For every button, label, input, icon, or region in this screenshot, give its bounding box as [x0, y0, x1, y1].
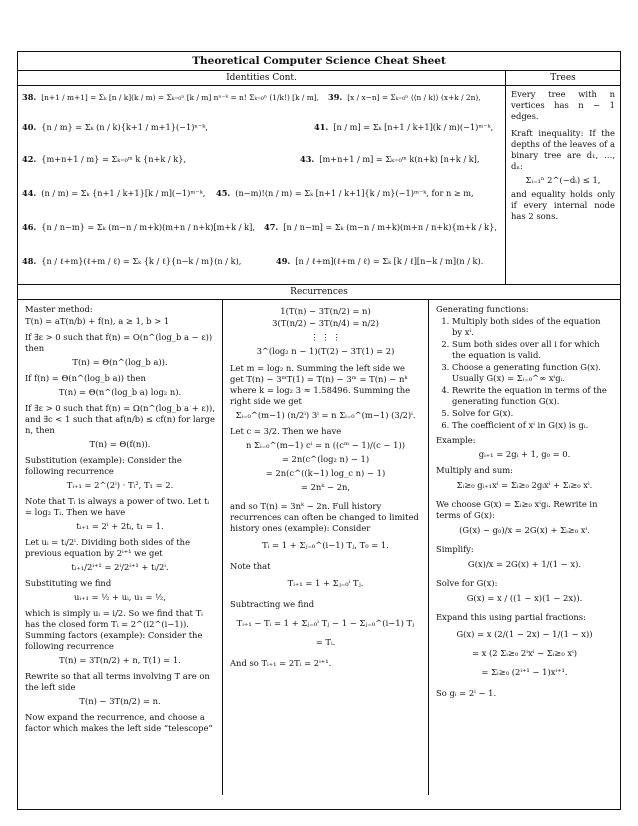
kraft-formula: Σᵢ₌₁ⁿ 2^(−dᵢ) ≤ 1, [525, 175, 601, 185]
identities-heading: Identities Cont. [18, 71, 505, 86]
difference-equation: Tᵢ₊₁ − Tᵢ = 1 + Σⱼ₌₀ⁱ Tⱼ − 1 − Σⱼ₌₀^(i−1) Tⱼ [236, 618, 415, 628]
master-case-3: If ∃ε > 0 such that f(n) = Ω(n^(log_b a + ε)), and ∃c < 1 such that af(n/b) ≤ cf(n) for large n, then [25, 403, 215, 435]
identity-number: 44. [22, 188, 37, 198]
recurrences-column-3 [429, 300, 620, 795]
subtracting-text: Subtracting we find [230, 599, 315, 609]
substituting-text: Substituting we find [25, 578, 112, 588]
identity-number: 48. [22, 256, 37, 266]
identity-formula: {n / ℓ+m}(ℓ+m / ℓ) = Σₖ {k / ℓ}{n−k / m}(n / k), [41, 256, 242, 266]
identity-40 [22, 122, 208, 132]
recurrences-section [18, 285, 620, 795]
example-recurrence: gᵢ₊₁ = 2gᵢ + 1, g₀ = 0. [478, 449, 571, 459]
step-item: 2. Sum both sides over all i for which the equation is valid. [452, 339, 613, 361]
solve-g-text: Solve for G(x): [436, 578, 498, 588]
step-item: 4. Rewrite the equation in terms of the generating function G(x). [452, 385, 613, 407]
let-c-text: Let c = 3/2. Then we have [230, 426, 342, 436]
solved-g-equation: G(x) = x / ((1 − x)(1 − 2x)). [466, 593, 583, 603]
geometric-sum-line-2: = 2n(c^(log₂ n) − 1) [281, 454, 370, 464]
identities-list [18, 86, 505, 284]
identity-number: 39. [328, 92, 343, 102]
identity-41 [314, 122, 493, 132]
identity-formula: {n / n−m} = Σₖ (m−n / m+k)(m+n / n+k)[m+k / k], [41, 222, 255, 232]
summing-left-text: Let m = log₂ n. Summing the left side we get T(n) − 3ᵐT(1) = T(n) − 3ᵐ = T(n) − nᵏ where k = log₂ 3 ≈ 1.58496. Summing the right side we get [230, 363, 411, 406]
expansion-line-2: 3(T(n/2) − 3T(n/4) = n/2) [272, 318, 379, 328]
rewritten-recurrence: T(n) − 3T(n/2) = n. [79, 696, 161, 706]
summing-factors-recurrence: T(n) = 3T(n/2) + n, T(1) = 1. [59, 655, 181, 665]
partial-fractions-line-1: G(x) = x (2/(1 − 2x) − 1/(1 − x)) [456, 629, 593, 639]
expansion-ellipsis: ⋮ ⋮ ⋮ [310, 332, 341, 342]
identity-49 [276, 256, 483, 266]
expand-text: Now expand the recurrence, and choose a factor which makes the left side “telescope” [25, 712, 213, 733]
generating-functions-label: Generating functions: [436, 304, 529, 314]
geometric-sum-line-1: n Σᵢ₌₀^(m−1) cⁱ = n ((cᵐ − 1)/(c − 1)) [246, 440, 405, 450]
recurrences-columns [18, 300, 620, 795]
identity-formula: (n−m)!(n / m) = Σₖ [n+1 / k+1]{k / m}(−1)ᵐ⁻ᵏ, for n ≥ m, [235, 188, 474, 198]
substitution-t-recurrence: tᵢ₊₁ = 2ⁱ + 2tᵢ, t₁ = 1. [76, 521, 164, 531]
identity-formula: [m+n+1 / m] = Σₖ₌₀ᵐ k(n+k) [n+k / k], [319, 154, 480, 164]
summing-right-equation: Σᵢ₌₀^(m−1) (n/2ⁱ) 3ⁱ = n Σᵢ₌₀^(m−1) (3/2)ⁱ. [235, 410, 416, 420]
identity-number: 46. [22, 222, 37, 232]
substitution-divided-equation: tᵢ₊₁/2ⁱ⁺¹ = 2ⁱ/2ⁱ⁺¹ + tᵢ/2ⁱ. [71, 562, 169, 572]
master-case-1: If ∃ε > 0 such that f(n) = O(n^(log_b a − ε)) then [25, 332, 213, 353]
identity-number: 49. [276, 256, 291, 266]
identity-43 [300, 154, 479, 164]
top-section [18, 71, 620, 285]
note-that-text: Note that [230, 561, 271, 571]
identity-38 [22, 92, 319, 103]
identity-47 [264, 222, 497, 232]
identity-number: 41. [314, 122, 329, 132]
substitution-recurrence: Tᵢ₊₁ = 2^(2ⁱ) · Tᵢ², T₁ = 2. [66, 480, 174, 490]
final-result-text: And so Tᵢ₊₁ = 2Tᵢ = 2ⁱ⁺¹. [230, 658, 332, 668]
identity-formula: {m+n+1 / m} = Σₖ₌₀ᵐ k {n+k / k}, [41, 154, 187, 164]
identity-number: 42. [22, 154, 37, 164]
master-case-3-result: T(n) = Θ(f(n)). [89, 439, 151, 449]
difference-result: = Tᵢ. [315, 637, 336, 647]
trees-equality-text: and equality holds only if every internal node has 2 sons. [511, 189, 615, 221]
identity-number: 45. [216, 188, 231, 198]
identity-42 [22, 154, 186, 164]
multiplied-sum-equation: Σᵢ≥₀ gᵢ₊₁xⁱ = Σᵢ≥₀ 2gᵢxⁱ + Σᵢ≥₀ xⁱ. [456, 480, 593, 490]
master-method-label: Master method: [25, 304, 93, 314]
step-item: 1. Multiply both sides of the equation by xⁱ. [452, 316, 613, 338]
master-recurrence: T(n) = aT(n/b) + f(n), a ≥ 1, b > 1 [25, 316, 170, 326]
recurrences-heading: Recurrences [18, 285, 620, 300]
identities-section [18, 71, 506, 284]
identity-39 [328, 92, 481, 103]
master-case-1-result: T(n) = Θ(n^(log_b a)). [72, 357, 168, 367]
cheat-sheet [17, 51, 621, 810]
step-item: 5. Solve for G(x). [452, 408, 613, 419]
example-label: Example: [436, 435, 476, 445]
identity-number: 47. [264, 222, 279, 232]
identity-48 [22, 256, 241, 266]
identity-formula: {n / m} = Σₖ (n / k){k+1 / m+1}(−1)ⁿ⁻ᵏ, [41, 122, 208, 132]
choose-g-text: We choose G(x) = Σᵢ≥₀ xⁱgᵢ. Rewrite in terms of G(x): [436, 499, 598, 520]
simplify-text: Simplify: [436, 544, 474, 554]
full-history-text: and so T(n) = 3nᵏ − 2n. Full history recurrences can often be changed to limited history ones (example): Consider [230, 501, 419, 533]
generating-functions-steps [436, 316, 613, 431]
expansion-line-1: 1(T(n) − 3T(n/2) = n) [280, 306, 371, 316]
substitution-note: Note that Tᵢ is always a power of two. Let tᵢ = log₂ Tᵢ. Then we have [25, 496, 210, 517]
expansion-line-last: 3^(log₂ n − 1)(T(2) − 3T(1) = 2) [256, 346, 395, 356]
identity-formula: (n / m) = Σₖ {n+1 / k+1}[k / m](−1)ᵐ⁻ᵏ, [41, 188, 206, 198]
substitution-text: Substitution (example): Consider the following recurrence [25, 455, 182, 476]
u-recurrence: uᵢ₊₁ = ½ + uᵢ, u₁ = ½, [74, 592, 166, 602]
partial-fractions-line-2: = x (2 Σᵢ≥₀ 2ⁱxⁱ − Σᵢ≥₀ xⁱ) [471, 648, 578, 658]
geometric-sum-line-4: = 2nᵏ − 2n, [300, 482, 351, 492]
full-history-recurrence: Tᵢ = 1 + Σⱼ₌₀^(i−1) Tⱼ, T₀ = 1. [262, 540, 389, 550]
identity-45 [216, 188, 474, 198]
master-case-2: If f(n) = Θ(n^(log_b a)) then [25, 373, 146, 383]
multiply-sum-text: Multiply and sum: [436, 465, 513, 475]
identity-44 [22, 188, 205, 198]
identity-number: 43. [300, 154, 315, 164]
step-item: 3. Choose a generating function G(x). Usually G(x) = Σᵢ₌₀^∞ xⁱgᵢ. [452, 362, 613, 384]
rewritten-g-equation: (G(x) − g₀)/x = 2G(x) + Σᵢ≥₀ xⁱ. [459, 525, 590, 535]
recurrences-column-1 [18, 300, 223, 795]
identity-formula: [n / n−m] = Σₖ (m−n / m+k)(m+n / n+k){m+k / k}, [283, 222, 497, 232]
trees-heading: Trees [506, 71, 620, 86]
step-item: 6. The coefficient of xⁱ in G(x) is gᵢ. [452, 420, 613, 431]
closed-form-text: which is simply uᵢ = i/2. So we find that Tᵢ has the closed form Tᵢ = 2^(i2^(i−1)). Summing factors (example): Consider the following recurrence [25, 608, 203, 651]
recurrences-column-2 [223, 300, 429, 795]
partial-fractions-line-3: = Σᵢ≥₀ (2ⁱ⁺¹ − 1)xⁱ⁺¹. [481, 667, 568, 677]
substitution-divide: Let uᵢ = tᵢ/2ⁱ. Dividing both sides of the previous equation by 2ⁱ⁺¹ we get [25, 537, 191, 558]
identity-46 [22, 222, 255, 232]
identity-number: 38. [22, 92, 37, 102]
trees-body [506, 86, 620, 225]
identity-formula: [n+1 / m+1] = Σₖ [n / k](k / m) = Σₖ₌₀ⁿ [k / m] nⁿ⁻ᵏ = n! Σₖ₌₀ⁿ (1/k!) [k / m], [41, 93, 319, 102]
trees-section [506, 71, 620, 284]
partial-fractions-text: Expand this using partial fractions: [436, 612, 586, 622]
trees-edges-text: Every tree with n vertices has n − 1 edges. [511, 89, 615, 121]
simplified-equation: G(x)/x = 2G(x) + 1/(1 − x). [467, 559, 582, 569]
final-g-text: So gᵢ = 2ⁱ − 1. [436, 688, 497, 698]
shifted-recurrence: Tᵢ₊₁ = 1 + Σⱼ₌₀ⁱ Tⱼ. [287, 578, 364, 588]
identity-formula: [n / m] = Σₖ [n+1 / k+1](k / m)(−1)ᵐ⁻ᵏ, [333, 122, 494, 132]
geometric-sum-line-3: = 2n(c^((k−1) log_c n) − 1) [265, 468, 386, 478]
identity-formula: [n / ℓ+m](ℓ+m / ℓ) = Σₖ [k / ℓ][n−k / m](n / k). [295, 256, 484, 266]
rewrite-text: Rewrite so that all terms involving T are on the left side [25, 671, 210, 692]
identity-formula: [x / x−n] = Σₖ₌₀ⁿ ⟨⟨n / k⟩⟩ (x+k / 2n), [347, 93, 481, 102]
master-case-2-result: T(n) = Θ(n^(log_b a) log₂ n). [58, 387, 182, 397]
kraft-inequality-text: Kraft inequality: If the depths of the leaves of a binary tree are d₁, …, dₙ: [511, 128, 615, 171]
page-title: Theoretical Computer Science Cheat Sheet [18, 52, 620, 71]
identity-number: 40. [22, 122, 37, 132]
